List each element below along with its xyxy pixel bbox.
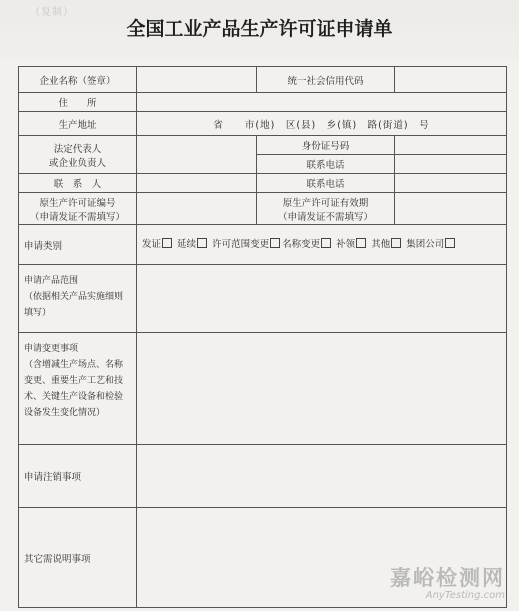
product-scope-line-2: （依据相关产品实施细则填写） bbox=[24, 292, 124, 318]
orig-license-line-2: （申请发证不需填写） bbox=[29, 211, 125, 223]
checkbox-group-company[interactable] bbox=[445, 238, 455, 248]
other-items-label: 其它需说明事项 bbox=[19, 508, 137, 608]
orig-validity-line-1: 原生产许可证有效期 bbox=[282, 197, 369, 209]
product-scope-line-1: 申请产品范围 bbox=[24, 276, 79, 286]
legal-rep-line-2: 或企业负责人 bbox=[48, 157, 106, 169]
original-license-number-field[interactable] bbox=[137, 193, 257, 225]
change-items-label bbox=[19, 333, 137, 445]
apply-type-options bbox=[137, 225, 507, 265]
credit-code-field[interactable] bbox=[395, 67, 507, 93]
residence-label: 住 所 bbox=[19, 93, 137, 112]
apply-type-label: 申请类别 bbox=[19, 225, 137, 265]
change-items-line-2: （含增减生产场点、名称变更、重要生产工艺和技术、关键生产设备和检验设备发生变化情况） bbox=[24, 360, 124, 418]
product-scope-field[interactable] bbox=[137, 265, 507, 333]
checkbox-reissue[interactable] bbox=[356, 238, 366, 248]
phone-label-2: 联系电话 bbox=[257, 174, 395, 193]
residence-field[interactable] bbox=[137, 93, 507, 112]
orig-validity-line-2: （申请发证不需填写） bbox=[277, 211, 373, 223]
enterprise-name-field[interactable] bbox=[137, 67, 257, 93]
site-watermark bbox=[390, 562, 505, 601]
checkbox-other[interactable] bbox=[391, 238, 401, 248]
change-items-field[interactable] bbox=[137, 333, 507, 445]
checkbox-scope-change[interactable] bbox=[270, 238, 280, 248]
change-items-line-1: 申请变更事项 bbox=[24, 344, 79, 354]
watermark-url: AnyTesting.com bbox=[425, 590, 505, 601]
legal-representative-field[interactable] bbox=[137, 136, 257, 174]
original-license-validity-field[interactable] bbox=[395, 193, 507, 225]
original-license-validity-label bbox=[257, 193, 395, 225]
cancel-items-label: 申请注销事项 bbox=[19, 445, 137, 508]
apply-option-scope-change: 许可范围变更 bbox=[212, 238, 270, 250]
apply-option-reissue: 补领 bbox=[336, 238, 356, 250]
phone-field-2[interactable] bbox=[395, 174, 507, 193]
apply-option-renewal: 延续 bbox=[177, 238, 197, 250]
production-address-field[interactable]: 省 市(地) 区(县) 乡(镇) 路(街道) 号 bbox=[137, 112, 507, 136]
watermark-name: 嘉峪检测网 bbox=[390, 566, 505, 590]
id-number-field[interactable] bbox=[395, 136, 507, 155]
legal-rep-line-1: 法定代表人 bbox=[53, 143, 102, 155]
id-number-label: 身份证号码 bbox=[257, 136, 395, 155]
cancel-items-field[interactable] bbox=[137, 445, 507, 508]
phone-label-1: 联系电话 bbox=[257, 155, 395, 174]
checkbox-name-change[interactable] bbox=[321, 238, 331, 248]
orig-license-line-1: 原生产许可证编号 bbox=[39, 197, 116, 209]
checkbox-renewal[interactable] bbox=[197, 238, 207, 248]
apply-option-other: 其他 bbox=[371, 238, 391, 250]
bleed-through-text: （复制） bbox=[0, 0, 519, 60]
product-scope-label bbox=[19, 265, 137, 333]
apply-option-issue: 发证 bbox=[142, 238, 162, 250]
original-license-number-label bbox=[19, 193, 137, 225]
credit-code-label: 统一社会信用代码 bbox=[257, 67, 395, 93]
phone-field-1[interactable] bbox=[395, 155, 507, 174]
application-form-table bbox=[18, 66, 507, 608]
legal-representative-label bbox=[19, 136, 137, 174]
enterprise-name-label: 企业名称（签章） bbox=[19, 67, 137, 93]
apply-option-group-company: 集团公司 bbox=[406, 238, 445, 250]
production-address-label: 生产地址 bbox=[19, 112, 137, 136]
contact-person-label: 联 系 人 bbox=[19, 174, 137, 193]
checkbox-issue[interactable] bbox=[162, 238, 172, 248]
apply-option-name-change: 名称变更 bbox=[282, 238, 321, 250]
document-title: 全国工业产品生产许可证申请单 bbox=[126, 18, 393, 40]
contact-person-field[interactable] bbox=[137, 174, 257, 193]
